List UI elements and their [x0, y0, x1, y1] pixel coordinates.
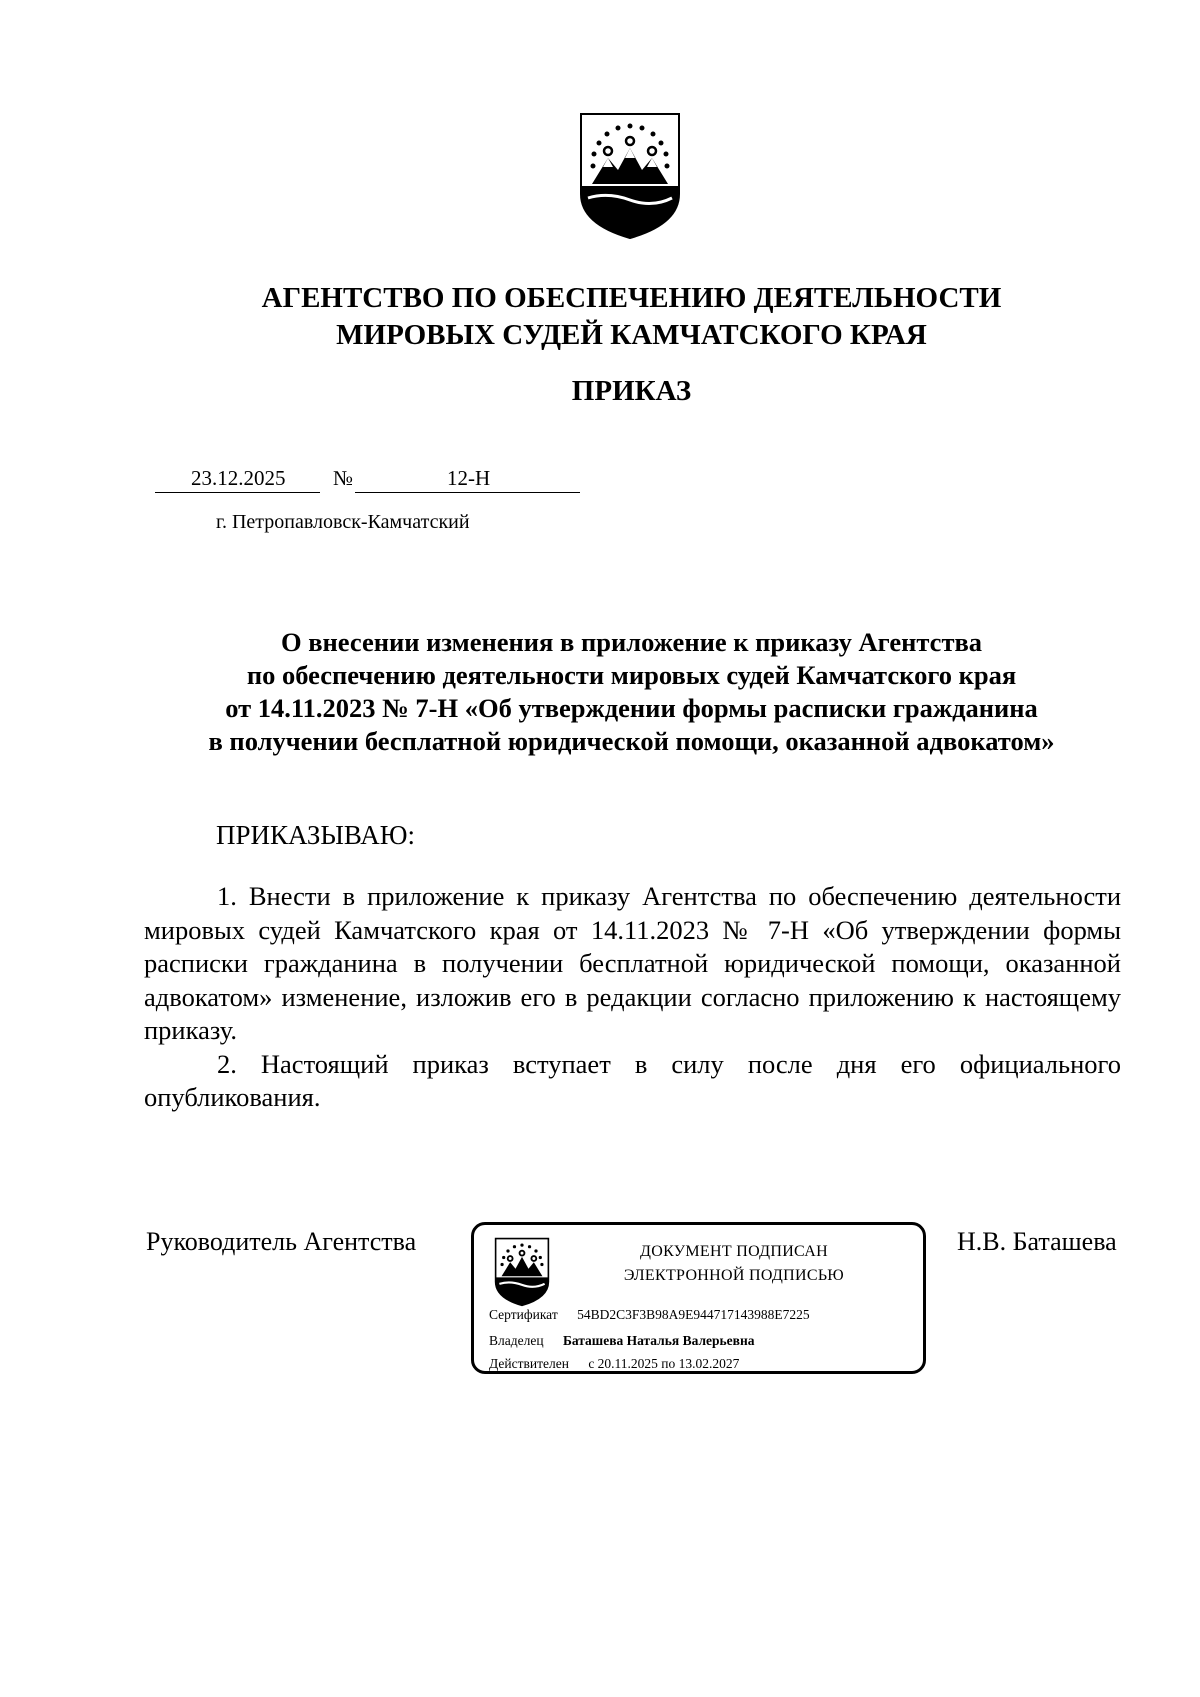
order-number: 12-Н — [447, 466, 491, 490]
coat-of-arms-icon — [578, 112, 682, 240]
number-sign: № — [333, 466, 354, 490]
order-item-1: 1. Внести в приложение к приказу Агентства по обеспечению деятельности мировых судей Камчатского края от 14.11.2023 № 7-Н «Об утверждении формы расписки гражданина в получении бесплатной юридической помощи, оказанной адвокатом» изменение, изложив его в редакции согласно приложению к настоящему приказу. — [144, 881, 1121, 1045]
subject-line3: от 14.11.2023 № 7-Н «Об утверждении формы расписки гражданина — [225, 693, 1038, 723]
order-subject — [0, 626, 1200, 758]
order-body — [144, 880, 1121, 1115]
stamp-heading — [584, 1240, 884, 1288]
agency-name-line1: АГЕНТСТВО ПО ОБЕСПЕЧЕНИЮ ДЕЯТЕЛЬНОСТИ — [261, 282, 1002, 314]
subject-line4: в получении бесплатной юридической помощи, оказанной адвокатом» — [208, 726, 1055, 756]
city: г. Петропавловск-Камчатский — [216, 511, 470, 533]
validity-value: с 20.11.2025 по 13.02.2027 — [588, 1356, 740, 1371]
stamp-validity-row — [489, 1356, 739, 1372]
stamp-heading-line2: ЭЛЕКТРОННОЙ ПОДПИСЬЮ — [623, 1267, 845, 1284]
owner-label: Владелец — [489, 1333, 544, 1348]
validity-label: Действителен — [489, 1356, 569, 1371]
agency-name-line2: МИРОВЫХ СУДЕЙ КАМЧАТСКОГО КРАЯ — [336, 319, 927, 351]
document-type: ПРИКАЗ — [571, 375, 692, 407]
stamp-coat-of-arms-icon — [494, 1237, 550, 1307]
stamp-certificate-row — [489, 1307, 810, 1323]
certificate-label: Сертификат — [489, 1307, 558, 1322]
owner-value: Баташева Наталья Валерьевна — [562, 1333, 755, 1348]
signer-role: Руководитель Агентства — [146, 1227, 417, 1256]
agency-name — [0, 280, 1200, 354]
order-item-2: 2. Настоящий приказ вступает в силу после дня его официального опубликования. — [144, 1048, 1121, 1112]
signer-name: Н.В. Баташева — [957, 1227, 1117, 1256]
orders-word: ПРИКАЗЫВАЮ: — [216, 820, 415, 850]
stamp-heading-line1: ДОКУМЕНТ ПОДПИСАН — [640, 1243, 828, 1260]
certificate-value: 54BD2C3F3B98A9E944717143988E7225 — [577, 1307, 810, 1322]
e-signature-stamp — [471, 1222, 926, 1374]
subject-line1: О внесении изменения в приложение к приказу Агентства — [280, 627, 983, 657]
registration-line — [155, 463, 580, 495]
order-date: 23.12.2025 — [191, 466, 286, 490]
subject-line2: по обеспечению деятельности мировых судей Камчатского края — [246, 660, 1017, 690]
stamp-owner-row — [489, 1333, 754, 1349]
